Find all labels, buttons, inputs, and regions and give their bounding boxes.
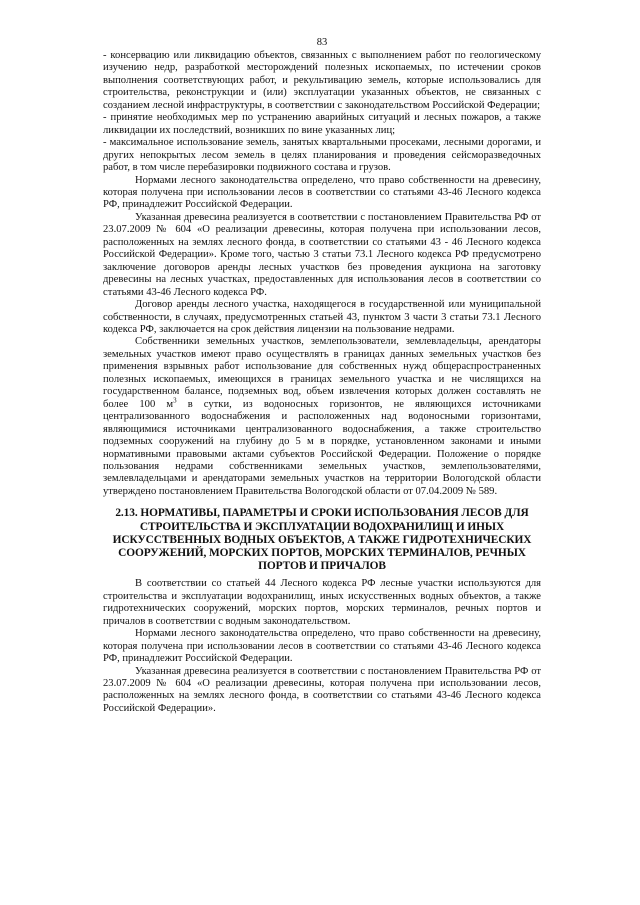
paragraph-timber-ownership-2: Нормами лесного законодательства определено, что право собственности на древесину, которая получена при использовании лесов в соответствии со статьями 43-46 Лесного кодекса РФ, принадлежит Российской Федерации. [103,628,541,665]
paragraph-article-44: В соответствии со статьей 44 Лесного кодекса РФ лесные участки используются для строительства и эксплуатации водохранилищ, иных искусственных водных объектов, а также гидротехнических сооружений, морских портов, морских терминалов, речных портов и причалов в соответствии с водным законодательством. [103,578,541,627]
paragraph-timber-ownership: Нормами лесного законодательства определено, что право собственности на древесину, которая получена при использовании лесов в соответствии со статьями 43-46 Лесного кодекса РФ, принадлежит Российской Федерации. [103,174,541,211]
document-page [103,36,541,715]
paragraph-conservation: - консервацию или ликвидацию объектов, связанных с выполнением работ по геологическому изучению недр, разработкой месторождений полезных ископаемых, по истечении сроков выполнения соответствующих работ, и рекультивацию земель, которые использовались для строительства, реконструкции и (или) эксплуатации указанных объектов, не связанных с созданием лесной инфраструктуры, в соответствии с законодательством Российской Федерации; [103,50,541,111]
paragraph-landowners-rights-part2: в сутки, из водоносных горизонтов, не являющихся источниками централизованного водоснабжения и расположенных над водоносными горизонтами, являющимися источниками централизованного водоснабжения, а также строительство подземных сооружений на глубину до 5 м в порядке, установленном законами и иными нормативными правовыми актами субъектов Российской Федерации. Положение о порядке пользования недрами собственниками земельных участков, землепользователями, землевладельцами и арендаторами земельных участков на территории Вологодской области утверждено постановлением Правительства Вологодской области от 07.04.2009 № 589. [103,398,541,497]
cubic-superscript: 3 [173,396,177,405]
paragraph-lease-term: Договор аренды лесного участка, находящегося в государственной или муниципальной собственности, в случаях, предусмотренных статьей 43, пунктом 3 части 3 статьи 73.1 Лесного кодекса РФ, заключается на срок действия лицензии на пользование недрами. [103,299,541,335]
section-heading: 2.13. НОРМАТИВЫ, ПАРАМЕТРЫ И СРОКИ ИСПОЛЬЗОВАНИЯ ЛЕСОВ ДЛЯ СТРОИТЕЛЬСТВА И ЭКСПЛУАТАЦИИ ВОДОХРАНИЛИЩ И ИНЫХ ИСКУССТВЕННЫХ ВОДНЫХ ОБЪЕКТОВ, А ТАКЖЕ ГИДРОТЕХНИЧЕСКИХ СООРУЖЕНИЙ, МОРСКИХ ПОРТОВ, МОРСКИХ ТЕРМИНАЛОВ, РЕЧНЫХ ПОРТОВ И ПРИЧАЛОВ [112,507,532,573]
paragraph-landowners-rights [103,336,541,498]
paragraph-landowners-rights-part1: Собственники земельных участков, землепользователи, землевладельцы, арендаторы земельных участков имеют право осуществлять в границах данных земельных участков без применения взрывных работ использование для собственных нужд общераспространенных полезных ископаемых, имеющихся в границах земельного участка и не числящихся на государственном балансе, подземных вод, объем извлечения которых должен составлять не более 100 м [103,336,541,410]
paragraph-emergency-measures: - принятие необходимых мер по устранению аварийных ситуаций и лесных пожаров, а также ликвидации их последствий, возникших по вине указанных лиц; [103,112,541,136]
paragraph-timber-sale-2: Указанная древесина реализуется в соответствии с постановлением Правительства РФ от 23.07.2009 № 604 «О реализации древесины, которая получена при использовании лесов, расположенных на землях лесного фонда, в соответствии со статьями 43-46 Лесного кодекса Российской Федерации». [103,665,541,714]
page-number: 83 [316,37,328,48]
paragraph-max-land-use: - максимальное использование земель, занятых квартальными просеками, лесными дорогами, и других непокрытых лесом земель в целях планирования и проведения сейсморазведочных работ, в том числе перебазировки подвижного состава и грузов. [103,137,541,174]
paragraph-timber-sale: Указанная древесина реализуется в соответствии с постановлением Правительства РФ от 23.07.2009 № 604 «О реализации древесины, которая получена при использовании лесов, расположенных на землях лесного фонда, в соответствии со статьями 43 - 46 Лесного кодекса Российской Федерации». Кроме того, частью 3 статьи 73.1 Лесного кодекса РФ предусмотрено заключение договоров аренды лесных участков без проведения аукциона на заготовку древесины на лесных участках, предоставленных для использования лесов в соответствии со статьями 43-46 Лесного кодекса РФ. [103,211,541,298]
